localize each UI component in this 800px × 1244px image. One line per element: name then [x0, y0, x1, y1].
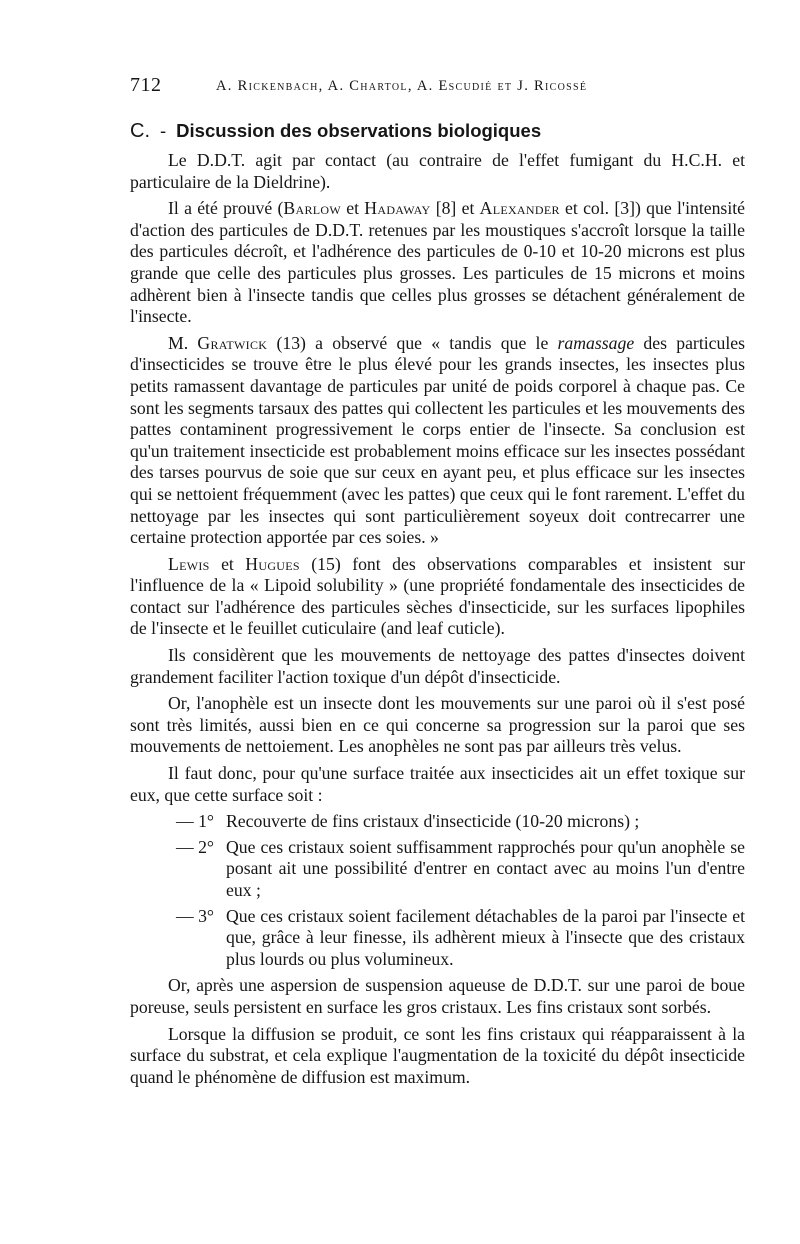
text-run: (13) a observé que « tandis que le	[267, 332, 558, 353]
text-run: [8] et	[430, 198, 480, 219]
paragraph-particle-size	[130, 198, 745, 328]
paragraph-lewis-hugues	[130, 554, 745, 640]
paragraph-cleaning-movements: Ils considèrent que les mouvements de nettoyage des pattes d'insectes doivent grandement faciliter l'action toxique d'un dépôt d'insecticide.	[130, 645, 745, 687]
list-item	[130, 906, 745, 971]
page-header	[130, 74, 660, 100]
paragraph-ddt-contact: Le D.D.T. agit par contact (au contraire de l'effet fumigant du H.C.H. et particulaire de la Dieldrine).	[130, 150, 745, 192]
list-item	[130, 837, 745, 902]
paragraph-diffusion: Lorsque la diffusion se produit, ce sont les fins cristaux qui réapparaissent à la surface du substrat, et cela explique l'augmentation de la toxicité du dépôt insecticide quand le phénomène de diffusion est maximum.	[130, 1023, 745, 1087]
text-run: (15) font des observations comparables et insistent sur l'influence de la « Lipoid solubility » (une propriété fondamentale des insecticides de contact sur l'adhérence des particules sèches d'insecticide, sur les surfaces lipophiles de l'insecte et le feuillet cuticulaire (and leaf cuticle).	[130, 553, 745, 639]
list-item-text: Recouverte de fins cristaux d'insecticide (10-20 microns) ;	[226, 811, 640, 832]
list-item-text: Que ces cristaux soient suffisamment rapprochés pour qu'un anophèle se posant ait une possibilité d'entrer en contact avec au moins l'un d'entre eux ;	[226, 836, 745, 900]
author-hugues: Hugues	[245, 553, 300, 574]
author-gratwick: Gratwick	[197, 332, 268, 353]
text-run: des particules d'insecticides se trouve être le plus élevé pour les grands insectes, les insectes plus petits ramassent davantage de particules par unité de poids corporel à chaque pas. Ce sont les segments tarsaux des pattes qui collectent les particules et les mouvements des pattes contaminent progressivement le corps entier de l'insecte. Sa conclusion est qu'un traitement insecticide est probablement moins efficace sur les insectes possédant des tarses pourvus de soie que sur ceux en ayant peu, et plus efficace sur les insectes qui se nettoient fréquemment (avec les pattes) que ceux qui le font rarement. L'effet du nettoyage par les insectes qui sont particulièrement soyeux doit contrecarrer une certaine protection apportée par ces soies. »	[130, 332, 745, 548]
section-letter: C.	[130, 120, 150, 142]
paragraph-anopheles: Or, l'anophèle est un insecte dont les mouvements sur une paroi où il s'est posé sont très limités, aussi bien en ce qui concerne sa progression sur la paroi que ses mouvements de nettoiement. Les anophèles ne sont pas par ailleurs très velus.	[130, 693, 745, 757]
text-run: et	[340, 198, 365, 219]
running-head-authors: A. Rickenbach, A. Chartol, A. Escudié et J. Ricossé	[216, 78, 588, 94]
author-lewis: Lewis	[168, 553, 210, 574]
page-number: 712	[130, 74, 162, 96]
text-run: Il a été prouvé (	[168, 198, 284, 219]
list-item	[130, 811, 745, 833]
author-barlow: Barlow	[283, 198, 341, 219]
italic-ramassage: ramassage	[557, 332, 635, 353]
paragraph-surface-conditions: Il faut donc, pour qu'une surface traitée aux insecticides ait un effet toxique sur eux, que cette surface soit :	[130, 763, 745, 805]
list-marker: — 2°	[175, 836, 214, 857]
text-run: et	[209, 553, 246, 574]
text-run: et col. [3]) que l'intensité d'action des particules de D.D.T. retenues par les moustiques s'accroît lorsque la taille des particules décroît, et l'adhérence des particules de 0-10 et 10-20 microns est plus grande que celle des particules plus grosses. Les particules de 15 microns et moins adhèrent bien à l'insecte tandis que celles plus grosses se détachent généralement de l'insecte.	[130, 198, 745, 327]
list-item-text: Que ces cristaux soient facilement détachables de la paroi par l'insecte et que, grâce à leur finesse, ils adhèrent mieux à l'insecte que des cristaux plus lourds ou plus volumineux.	[226, 905, 745, 969]
paragraph-aspersion: Or, après une aspersion de suspension aqueuse de D.D.T. sur une paroi de boue poreuse, seuls persistent en surface les gros cristaux. Les fins cristaux sont sorbés.	[130, 975, 745, 1017]
list-marker: — 3°	[175, 905, 214, 926]
section-dash: -	[160, 120, 167, 141]
section-heading	[130, 120, 690, 143]
text-run: M.	[168, 332, 198, 353]
conditions-list	[130, 811, 745, 970]
paragraph-gratwick	[130, 333, 745, 549]
author-hadaway: Hadaway	[364, 198, 431, 219]
section-title-text: Discussion des observations biologiques	[176, 120, 542, 141]
body-text	[130, 150, 745, 1093]
author-alexander: Alexander	[479, 198, 560, 219]
list-marker: — 1°	[175, 811, 214, 832]
